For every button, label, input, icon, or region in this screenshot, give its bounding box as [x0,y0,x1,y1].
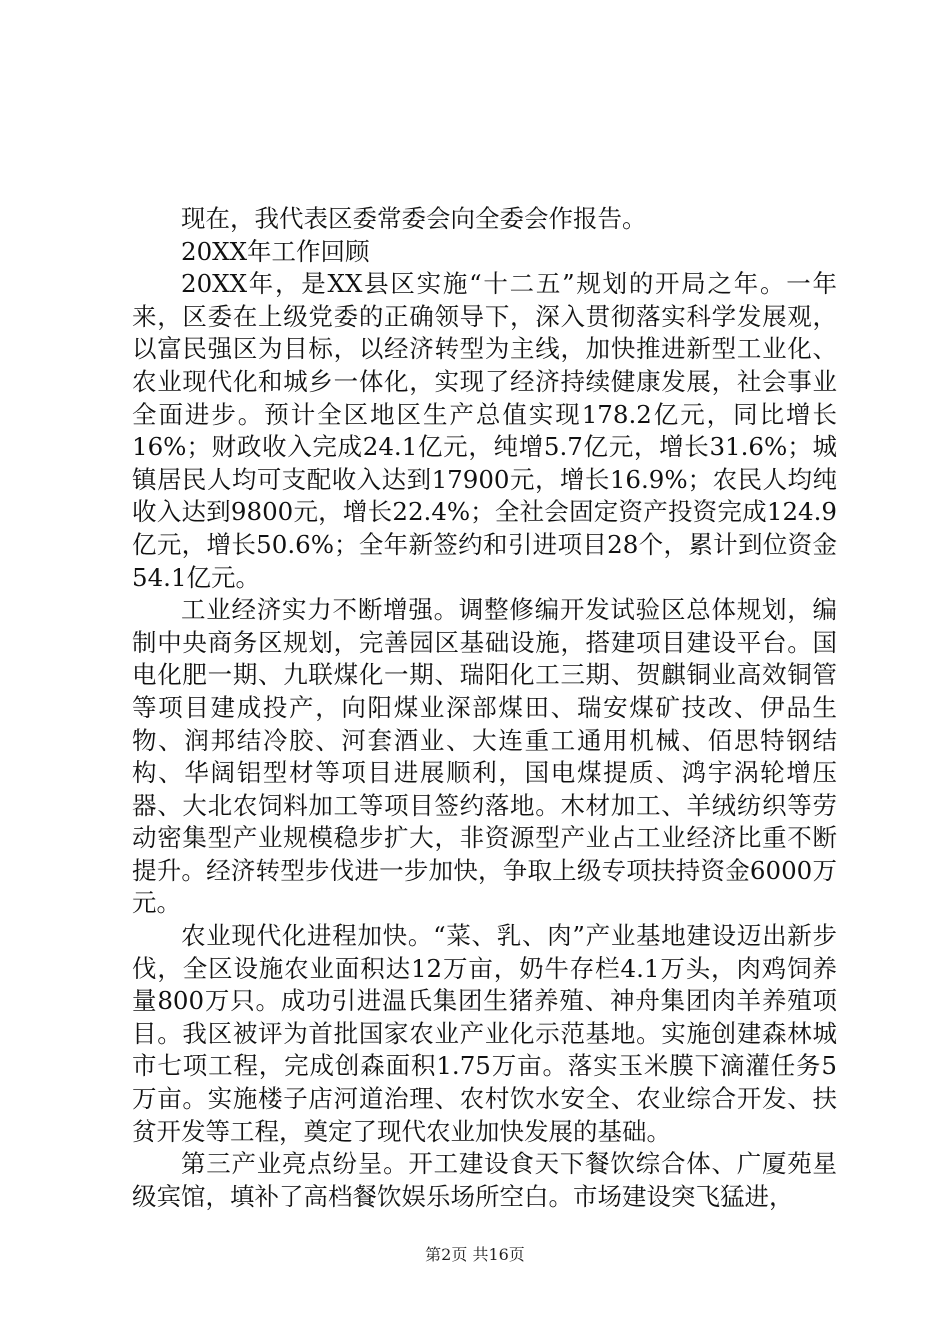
paragraph-heading-review: 20XX年工作回顾 [181,236,370,266]
paragraph-opening: 现在，我代表区委常委会向全委会作报告。 [181,204,647,233]
document-body [132,203,837,1213]
paragraph-industry: 工业经济实力不断增强。调整修编开发试验区总体规划，编制中央商务区规划，完善园区基础设施，搭建项目建设平台。国电化肥一期、九联煤化一期、瑞阳化工三期、贺麒铜业高效铜管等项目建成投产，向阳煤业深部煤田、瑞安煤矿技改、伊品生物、润邦结冷胶、河套酒业、大连重工通用机械、佰思特钢结构、华阔铝型材等项目进展顺利，国电煤提质、鸿宇涡轮增压器、大北农饲料加工等项目签约落地。木材加工、羊绒纺织等劳动密集型产业规模稳步扩大，非资源型产业占工业经济比重不断提升。经济转型步伐进一步加快，争取上级专项扶持资金6000万元。 [132,595,837,918]
paragraph-tertiary: 第三产业亮点纷呈。开工建设食天下餐饮综合体、广厦苑星级宾馆，填补了高档餐饮娱乐场所空白。市场建设突飞猛进， [132,1149,837,1211]
paragraph-overview: 20XX年，是XX县区实施“十二五”规划的开局之年。一年来，区委在上级党委的正确领导下，深入贯彻落实科学发展观，以富民强区为目标，以经济转型为主线，加快推进新型工业化、农业现代化和城乡一体化，实现了经济持续健康发展，社会事业全面进步。预计全区地区生产总值实现178.2亿元，同比增长16%；财政收入完成24.1亿元，纯增5.7亿元，增长31.6%；城镇居民人均可支配收入达到17900元，增长16.9%；农民人均纯收入达到9800元，增长22.4%；全社会固定资产投资完成124.9亿元，增长50.6%；全年新签约和引进项目28个，累计到位资金54.1亿元。 [132,269,837,592]
paragraph-agriculture: 农业现代化进程加快。“菜、乳、肉”产业基地建设迈出新步伐，全区设施农业面积达12万亩，奶牛存栏4.1万头，肉鸡饲养量800万只。成功引进温氏集团生猪养殖、神舟集团肉羊养殖项目。我区被评为首批国家农业产业化示范基地。实施创建森林城市七项工程，完成创森面积1.75万亩。落实玉米膜下滴灌任务5万亩。实施楼子店河道治理、农村饮水安全、农业综合开发、扶贫开发等工程，奠定了现代农业加快发展的基础。 [132,921,837,1146]
page-number-footer: 第2页 共16页 [425,1245,525,1264]
